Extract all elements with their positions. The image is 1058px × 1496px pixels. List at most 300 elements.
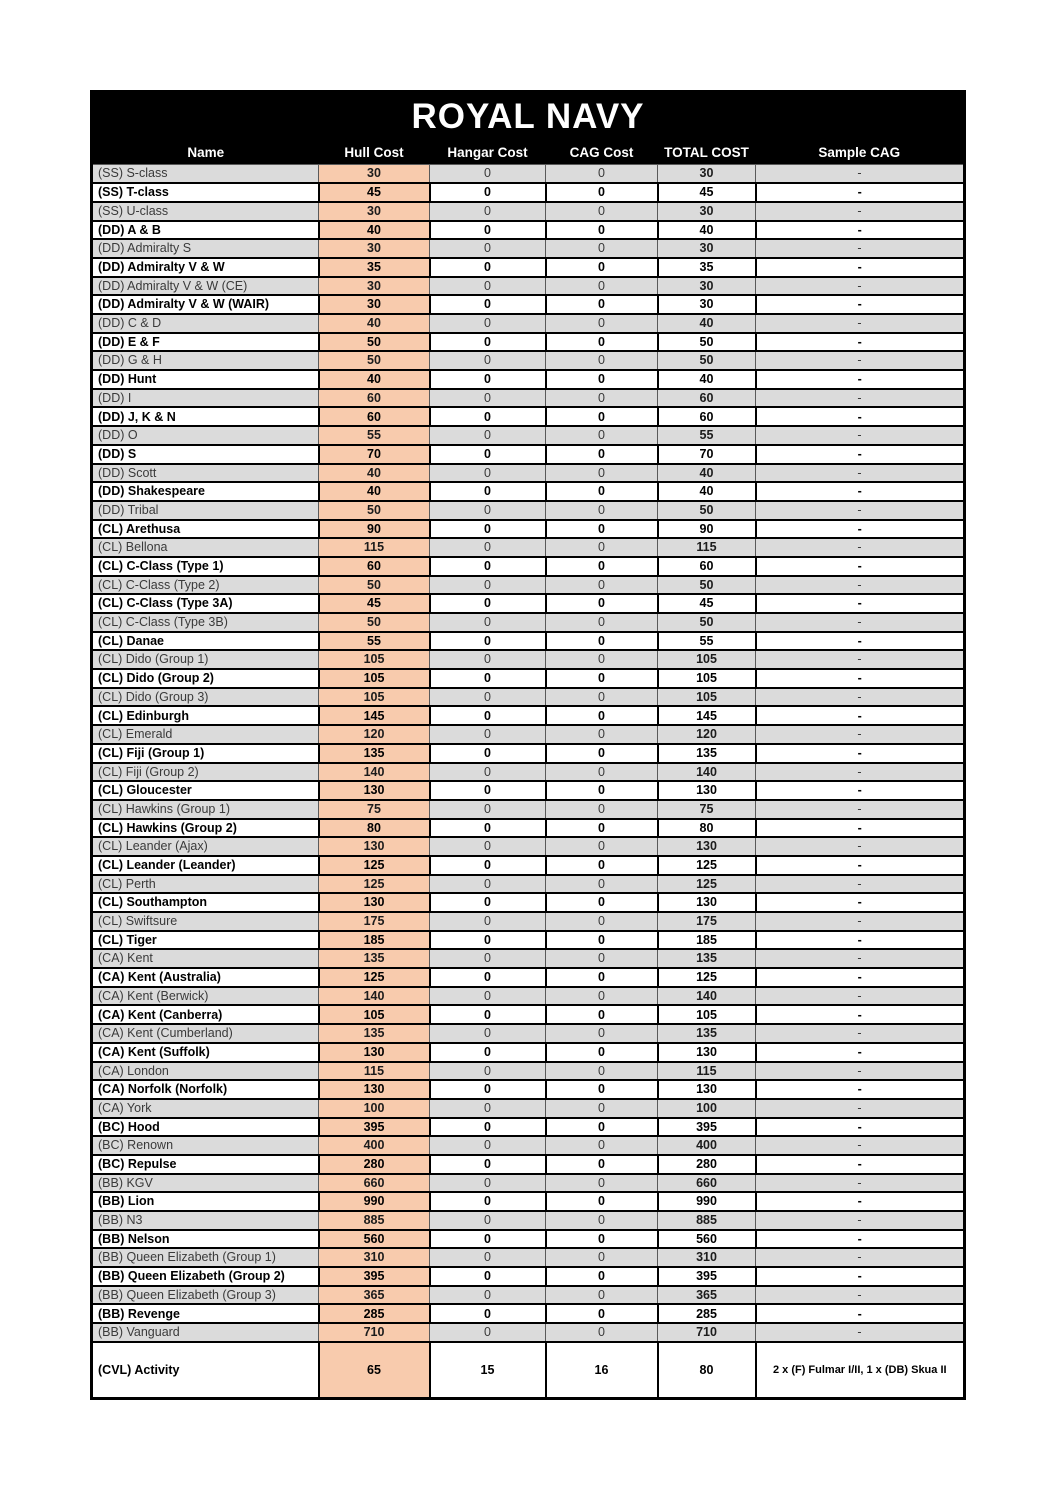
cell-sample: - <box>756 968 965 987</box>
cell-hangar: 0 <box>430 501 546 520</box>
cell-total: 120 <box>658 725 756 744</box>
cell-name: (CL) C-Class (Type 1) <box>92 557 319 576</box>
cell-total: 45 <box>658 594 756 613</box>
cell-sample: - <box>756 1136 965 1155</box>
cell-hull: 60 <box>319 407 430 426</box>
cell-total: 115 <box>658 1062 756 1081</box>
cell-name: (CL) Southampton <box>92 893 319 912</box>
cell-hull: 45 <box>319 594 430 613</box>
table-row <box>92 819 965 838</box>
cell-hangar: 0 <box>430 1062 546 1081</box>
cell-total: 140 <box>658 987 756 1006</box>
cell-hull: 125 <box>319 968 430 987</box>
cell-cag: 0 <box>546 426 658 445</box>
cell-cag: 0 <box>546 744 658 763</box>
cell-hangar: 0 <box>430 407 546 426</box>
cell-total: 175 <box>658 912 756 931</box>
column-header-name: Name <box>92 142 319 165</box>
cell-total: 395 <box>658 1267 756 1286</box>
cell-hangar: 0 <box>430 650 546 669</box>
cell-sample: 2 x (F) Fulmar I/II, 1 x (DB) Skua II <box>756 1342 965 1399</box>
cell-name: (CA) London <box>92 1062 319 1081</box>
column-header-total-cost: TOTAL COST <box>658 142 756 165</box>
cell-total: 710 <box>658 1323 756 1342</box>
table-row <box>92 1304 965 1323</box>
cell-total: 105 <box>658 1005 756 1024</box>
cell-hull: 50 <box>319 351 430 370</box>
cell-sample: - <box>756 613 965 632</box>
cell-sample: - <box>756 333 965 352</box>
table-row <box>92 650 965 669</box>
cell-total: 105 <box>658 688 756 707</box>
cell-sample: - <box>756 669 965 688</box>
cell-hull: 175 <box>319 912 430 931</box>
cell-hangar: 0 <box>430 613 546 632</box>
cell-cag: 0 <box>546 351 658 370</box>
cell-name: (BB) Revenge <box>92 1304 319 1323</box>
cell-hangar: 0 <box>430 1248 546 1267</box>
cell-name: (CL) Leander (Leander) <box>92 856 319 875</box>
cell-cag: 0 <box>546 258 658 277</box>
cell-cag: 0 <box>546 1286 658 1305</box>
cell-sample: - <box>756 594 965 613</box>
cell-hull: 75 <box>319 800 430 819</box>
cell-hull: 105 <box>319 688 430 707</box>
table-row <box>92 557 965 576</box>
cell-name: (CVL) Activity <box>92 1342 319 1399</box>
cell-hangar: 0 <box>430 800 546 819</box>
cell-hangar: 0 <box>430 1192 546 1211</box>
cell-hangar: 0 <box>430 1155 546 1174</box>
table-row <box>92 1211 965 1230</box>
table-row <box>92 520 965 539</box>
cell-hangar: 0 <box>430 632 546 651</box>
cell-name: (DD) Admiralty V & W <box>92 258 319 277</box>
cell-cag: 0 <box>546 594 658 613</box>
cell-hull: 710 <box>319 1323 430 1342</box>
cell-hangar: 0 <box>430 819 546 838</box>
cell-sample: - <box>756 426 965 445</box>
cell-total: 135 <box>658 1024 756 1043</box>
royal-navy-table-container <box>90 90 966 1400</box>
cell-total: 185 <box>658 931 756 950</box>
cell-total: 125 <box>658 856 756 875</box>
cell-sample: - <box>756 482 965 501</box>
cell-sample: - <box>756 725 965 744</box>
cell-hangar: 0 <box>430 912 546 931</box>
cell-hull: 50 <box>319 576 430 595</box>
table-row <box>92 949 965 968</box>
table-row <box>92 1174 965 1193</box>
cell-name: (DD) A & B <box>92 221 319 240</box>
cell-total: 125 <box>658 875 756 894</box>
cell-sample: - <box>756 538 965 557</box>
cell-total: 310 <box>658 1248 756 1267</box>
table-row <box>92 258 965 277</box>
cell-cag: 0 <box>546 576 658 595</box>
table-row <box>92 1286 965 1305</box>
cell-cag: 0 <box>546 763 658 782</box>
table-row <box>92 464 965 483</box>
cell-hangar: 0 <box>430 1024 546 1043</box>
cell-cag: 0 <box>546 333 658 352</box>
table-row <box>92 538 965 557</box>
cell-hull: 125 <box>319 856 430 875</box>
cell-name: (DD) Admiralty S <box>92 239 319 258</box>
cell-name: (DD) Shakespeare <box>92 482 319 501</box>
cell-name: (CA) Kent (Berwick) <box>92 987 319 1006</box>
cell-cag: 0 <box>546 837 658 856</box>
cell-sample: - <box>756 258 965 277</box>
cell-sample: - <box>756 875 965 894</box>
cell-name: (CL) Swiftsure <box>92 912 319 931</box>
cell-sample: - <box>756 1155 965 1174</box>
cell-total: 365 <box>658 1286 756 1305</box>
cell-hull: 185 <box>319 931 430 950</box>
cell-hangar: 0 <box>430 464 546 483</box>
table-row <box>92 875 965 894</box>
table-row <box>92 333 965 352</box>
cell-cag: 0 <box>546 501 658 520</box>
cell-name: (DD) Admiralty V & W (CE) <box>92 277 319 296</box>
cell-name: (DD) O <box>92 426 319 445</box>
cell-hull: 70 <box>319 445 430 464</box>
cell-sample: - <box>756 351 965 370</box>
table-row <box>92 632 965 651</box>
cell-name: (DD) Hunt <box>92 370 319 389</box>
cell-hull: 885 <box>319 1211 430 1230</box>
table-row <box>92 1323 965 1342</box>
cell-hull: 130 <box>319 1043 430 1062</box>
cell-name: (BB) N3 <box>92 1211 319 1230</box>
cell-hull: 560 <box>319 1230 430 1249</box>
column-header-sample-cag: Sample CAG <box>756 142 965 165</box>
cell-hull: 30 <box>319 165 430 184</box>
table-row <box>92 1136 965 1155</box>
cell-sample: - <box>756 688 965 707</box>
cell-name: (CL) Leander (Ajax) <box>92 837 319 856</box>
cell-hangar: 0 <box>430 370 546 389</box>
cell-sample: - <box>756 501 965 520</box>
cell-hull: 660 <box>319 1174 430 1193</box>
cell-hangar: 0 <box>430 183 546 202</box>
cell-hull: 40 <box>319 314 430 333</box>
cell-sample: - <box>756 1099 965 1118</box>
cell-total: 660 <box>658 1174 756 1193</box>
cell-total: 105 <box>658 669 756 688</box>
cell-total: 145 <box>658 706 756 725</box>
cell-total: 45 <box>658 183 756 202</box>
cell-name: (CL) C-Class (Type 3A) <box>92 594 319 613</box>
cell-name: (CL) Fiji (Group 2) <box>92 763 319 782</box>
cell-cag: 0 <box>546 1099 658 1118</box>
cell-hangar: 0 <box>430 1323 546 1342</box>
cell-name: (BC) Repulse <box>92 1155 319 1174</box>
cell-cag: 0 <box>546 1062 658 1081</box>
cell-hangar: 0 <box>430 781 546 800</box>
page-title: ROYAL NAVY <box>92 92 965 142</box>
cell-total: 30 <box>658 202 756 221</box>
cell-sample: - <box>756 183 965 202</box>
cell-name: (BB) Queen Elizabeth (Group 1) <box>92 1248 319 1267</box>
cell-total: 55 <box>658 632 756 651</box>
cell-hangar: 0 <box>430 949 546 968</box>
cell-total: 130 <box>658 893 756 912</box>
table-row <box>92 351 965 370</box>
table-row <box>92 706 965 725</box>
table-body <box>92 165 965 1399</box>
table-row <box>92 1118 965 1137</box>
cell-total: 30 <box>658 277 756 296</box>
cell-hangar: 0 <box>430 1230 546 1249</box>
cell-hangar: 0 <box>430 426 546 445</box>
cell-hangar: 0 <box>430 520 546 539</box>
cell-name: (CA) Kent <box>92 949 319 968</box>
cell-sample: - <box>756 856 965 875</box>
cell-name: (CA) York <box>92 1099 319 1118</box>
table-row <box>92 295 965 314</box>
cell-sample: - <box>756 1211 965 1230</box>
cell-hangar: 0 <box>430 258 546 277</box>
cell-name: (BC) Renown <box>92 1136 319 1155</box>
cell-hangar: 0 <box>430 202 546 221</box>
cell-hull: 40 <box>319 464 430 483</box>
cell-sample: - <box>756 893 965 912</box>
cell-total: 60 <box>658 389 756 408</box>
cell-name: (CA) Kent (Canberra) <box>92 1005 319 1024</box>
cell-hull: 30 <box>319 239 430 258</box>
cell-sample: - <box>756 781 965 800</box>
cell-hangar: 0 <box>430 445 546 464</box>
cell-total: 105 <box>658 650 756 669</box>
cell-hangar: 0 <box>430 968 546 987</box>
cell-name: (CL) Danae <box>92 632 319 651</box>
cell-hangar: 0 <box>430 1211 546 1230</box>
table-row <box>92 202 965 221</box>
cell-hull: 115 <box>319 538 430 557</box>
cell-cag: 0 <box>546 407 658 426</box>
cell-name: (DD) Tribal <box>92 501 319 520</box>
cell-cag: 0 <box>546 1211 658 1230</box>
cell-cag: 0 <box>546 856 658 875</box>
cell-name: (CL) Dido (Group 1) <box>92 650 319 669</box>
cell-sample: - <box>756 632 965 651</box>
cell-hangar: 0 <box>430 893 546 912</box>
cell-sample: - <box>756 557 965 576</box>
cell-sample: - <box>756 165 965 184</box>
cell-hangar: 0 <box>430 1136 546 1155</box>
cell-sample: - <box>756 1323 965 1342</box>
cell-hangar: 0 <box>430 931 546 950</box>
cell-total: 80 <box>658 1342 756 1399</box>
table-row <box>92 1099 965 1118</box>
cell-name: (BB) Lion <box>92 1192 319 1211</box>
cell-cag: 0 <box>546 1304 658 1323</box>
cell-name: (BB) KGV <box>92 1174 319 1193</box>
cell-hangar: 0 <box>430 165 546 184</box>
table-row <box>92 1342 965 1399</box>
cell-cag: 0 <box>546 389 658 408</box>
cell-cag: 0 <box>546 520 658 539</box>
cell-hull: 310 <box>319 1248 430 1267</box>
table-row <box>92 426 965 445</box>
cell-sample: - <box>756 1024 965 1043</box>
cell-hangar: 0 <box>430 1304 546 1323</box>
cell-cag: 0 <box>546 1267 658 1286</box>
table-row <box>92 613 965 632</box>
cell-cag: 0 <box>546 1248 658 1267</box>
cell-hangar: 0 <box>430 1118 546 1137</box>
cell-cag: 0 <box>546 221 658 240</box>
cell-cag: 0 <box>546 613 658 632</box>
cell-hull: 30 <box>319 295 430 314</box>
cell-total: 130 <box>658 1080 756 1099</box>
cell-hull: 990 <box>319 1192 430 1211</box>
cell-cag: 0 <box>546 819 658 838</box>
table-row <box>92 221 965 240</box>
cell-cag: 0 <box>546 445 658 464</box>
cell-name: (CL) Dido (Group 3) <box>92 688 319 707</box>
table-row <box>92 1248 965 1267</box>
cell-name: (CL) Bellona <box>92 538 319 557</box>
cell-hull: 365 <box>319 1286 430 1305</box>
cell-name: (DD) E & F <box>92 333 319 352</box>
cell-total: 30 <box>658 295 756 314</box>
cell-name: (DD) I <box>92 389 319 408</box>
cell-total: 30 <box>658 239 756 258</box>
cell-hull: 120 <box>319 725 430 744</box>
cell-cag: 0 <box>546 295 658 314</box>
cell-hangar: 0 <box>430 277 546 296</box>
cell-sample: - <box>756 370 965 389</box>
cell-name: (DD) Scott <box>92 464 319 483</box>
table-row <box>92 781 965 800</box>
cell-total: 885 <box>658 1211 756 1230</box>
cell-hull: 60 <box>319 389 430 408</box>
cell-hull: 395 <box>319 1267 430 1286</box>
cell-hull: 40 <box>319 370 430 389</box>
cell-total: 50 <box>658 576 756 595</box>
table-row <box>92 987 965 1006</box>
cell-hangar: 0 <box>430 875 546 894</box>
cell-hull: 130 <box>319 893 430 912</box>
cell-total: 40 <box>658 464 756 483</box>
cell-hangar: 0 <box>430 763 546 782</box>
cell-name: (DD) Admiralty V & W (WAIR) <box>92 295 319 314</box>
cell-hull: 140 <box>319 987 430 1006</box>
cell-hull: 100 <box>319 1099 430 1118</box>
cell-hangar: 0 <box>430 987 546 1006</box>
cell-total: 135 <box>658 949 756 968</box>
cell-total: 50 <box>658 333 756 352</box>
table-row <box>92 837 965 856</box>
cell-hull: 130 <box>319 837 430 856</box>
cell-cag: 16 <box>546 1342 658 1399</box>
cell-cag: 0 <box>546 968 658 987</box>
cell-cag: 0 <box>546 202 658 221</box>
cell-cag: 0 <box>546 538 658 557</box>
table-row <box>92 1192 965 1211</box>
cell-total: 40 <box>658 314 756 333</box>
cell-hull: 130 <box>319 781 430 800</box>
cell-name: (BB) Queen Elizabeth (Group 2) <box>92 1267 319 1286</box>
cell-hull: 50 <box>319 333 430 352</box>
table-row <box>92 893 965 912</box>
cell-sample: - <box>756 389 965 408</box>
cell-hangar: 0 <box>430 576 546 595</box>
cell-total: 400 <box>658 1136 756 1155</box>
cell-cag: 0 <box>546 1080 658 1099</box>
cell-total: 395 <box>658 1118 756 1137</box>
table-row <box>92 165 965 184</box>
cell-sample: - <box>756 800 965 819</box>
cell-hull: 55 <box>319 426 430 445</box>
cell-total: 75 <box>658 800 756 819</box>
cell-name: (CL) C-Class (Type 3B) <box>92 613 319 632</box>
table-row <box>92 239 965 258</box>
cell-hull: 80 <box>319 819 430 838</box>
cell-total: 50 <box>658 613 756 632</box>
cell-hull: 140 <box>319 763 430 782</box>
table-row <box>92 389 965 408</box>
cell-sample: - <box>756 1080 965 1099</box>
cell-sample: - <box>756 1005 965 1024</box>
cell-sample: - <box>756 744 965 763</box>
cell-cag: 0 <box>546 482 658 501</box>
cell-sample: - <box>756 819 965 838</box>
cell-cag: 0 <box>546 277 658 296</box>
cell-cag: 0 <box>546 688 658 707</box>
cell-cag: 0 <box>546 1024 658 1043</box>
cell-hull: 285 <box>319 1304 430 1323</box>
cell-cag: 0 <box>546 464 658 483</box>
cell-cag: 0 <box>546 1043 658 1062</box>
table-row <box>92 688 965 707</box>
cell-name: (CL) Arethusa <box>92 520 319 539</box>
table-row <box>92 314 965 333</box>
cell-total: 40 <box>658 221 756 240</box>
cell-total: 280 <box>658 1155 756 1174</box>
cell-name: (CA) Kent (Suffolk) <box>92 1043 319 1062</box>
cell-hangar: 0 <box>430 1080 546 1099</box>
cell-hull: 30 <box>319 277 430 296</box>
cell-cag: 0 <box>546 912 658 931</box>
cell-sample: - <box>756 407 965 426</box>
cell-name: (CL) Perth <box>92 875 319 894</box>
cell-name: (DD) G & H <box>92 351 319 370</box>
cell-sample: - <box>756 949 965 968</box>
cell-cag: 0 <box>546 1230 658 1249</box>
cell-total: 40 <box>658 482 756 501</box>
cell-name: (DD) S <box>92 445 319 464</box>
table-row <box>92 1062 965 1081</box>
cell-hangar: 0 <box>430 1174 546 1193</box>
cell-cag: 0 <box>546 1005 658 1024</box>
cell-hull: 400 <box>319 1136 430 1155</box>
cell-hull: 130 <box>319 1080 430 1099</box>
table-row <box>92 744 965 763</box>
cell-hull: 105 <box>319 669 430 688</box>
cell-hangar: 0 <box>430 837 546 856</box>
cell-sample: - <box>756 202 965 221</box>
cell-total: 135 <box>658 744 756 763</box>
cell-hull: 40 <box>319 482 430 501</box>
cell-hangar: 0 <box>430 744 546 763</box>
cell-name: (CA) Kent (Australia) <box>92 968 319 987</box>
cell-hull: 35 <box>319 258 430 277</box>
cell-hangar: 0 <box>430 594 546 613</box>
cell-sample: - <box>756 837 965 856</box>
